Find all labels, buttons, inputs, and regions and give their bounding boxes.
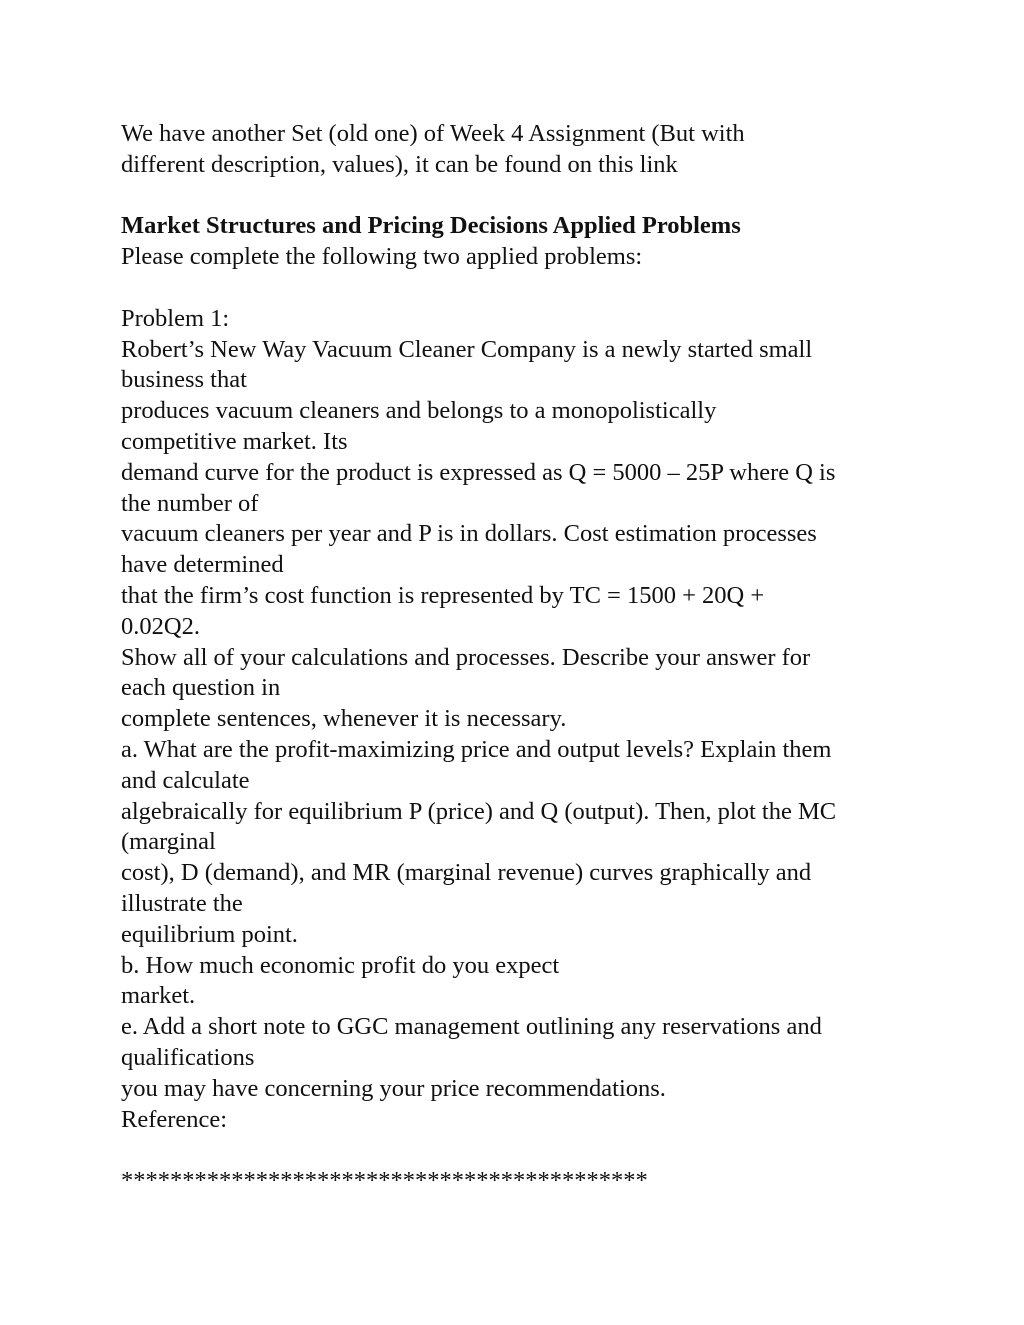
- body-line: Reference:: [121, 1105, 228, 1133]
- body-line: 0.02Q2.: [121, 612, 200, 640]
- body-line: the number of: [121, 489, 259, 517]
- spacer: [121, 181, 921, 212]
- body-line: that the firm’s cost function is represented by TC = 1500 + 20Q +: [121, 581, 765, 609]
- problem-title: Problem 1:: [121, 304, 230, 332]
- intro-line: different description, values), it can be found on this link: [121, 150, 678, 178]
- body-line: market.: [121, 982, 196, 1010]
- body-line: competitive market. Its: [121, 427, 348, 455]
- intro-paragraph: [121, 119, 921, 181]
- section-heading: Market Structures and Pricing Decisions Applied Problems: [121, 212, 741, 240]
- body-line: qualifications: [121, 1043, 255, 1071]
- body-line: b. How much economic profit do you expect: [121, 951, 560, 979]
- body-line: algebraically for equilibrium P (price) and Q (output). Then, plot the MC: [121, 797, 837, 825]
- body-line: Robert’s New Way Vacuum Cleaner Company is a newly started small: [121, 335, 813, 363]
- body-line: Show all of your calculations and processes. Describe your answer for: [121, 643, 811, 671]
- intro-line: We have another Set (old one) of Week 4 Assignment (But with: [121, 120, 745, 147]
- body-line: equilibrium point.: [121, 920, 298, 948]
- spacer: [121, 273, 921, 304]
- body-line: you may have concerning your price recommendations.: [121, 1074, 666, 1102]
- body-line: each question in: [121, 674, 281, 702]
- body-line: complete sentences, whenever it is necessary.: [121, 705, 567, 733]
- separator-line: *******************************************: [121, 1167, 648, 1195]
- problem-body: [121, 335, 921, 1136]
- body-line: cost), D (demand), and MR (marginal revenue) curves graphically and: [121, 859, 812, 887]
- section-subheading: Please complete the following two applied problems:: [121, 243, 643, 271]
- body-line: vacuum cleaners per year and P is in dollars. Cost estimation processes: [121, 520, 817, 548]
- body-line: (marginal: [121, 828, 216, 856]
- body-line: e. Add a short note to GGC management outlining any reservations and: [121, 1013, 822, 1041]
- spacer: [121, 1135, 921, 1166]
- body-line: a. What are the profit-maximizing price and output levels? Explain them: [121, 735, 832, 763]
- body-line: and calculate: [121, 766, 250, 794]
- body-line: produces vacuum cleaners and belongs to a monopolistically: [121, 397, 717, 425]
- document-page: [121, 119, 921, 1197]
- body-line: illustrate the: [121, 889, 243, 917]
- body-line: have determined: [121, 551, 284, 579]
- body-line: demand curve for the product is expressed as Q = 5000 – 25P where Q is: [121, 458, 836, 486]
- body-line: business that: [121, 366, 247, 394]
